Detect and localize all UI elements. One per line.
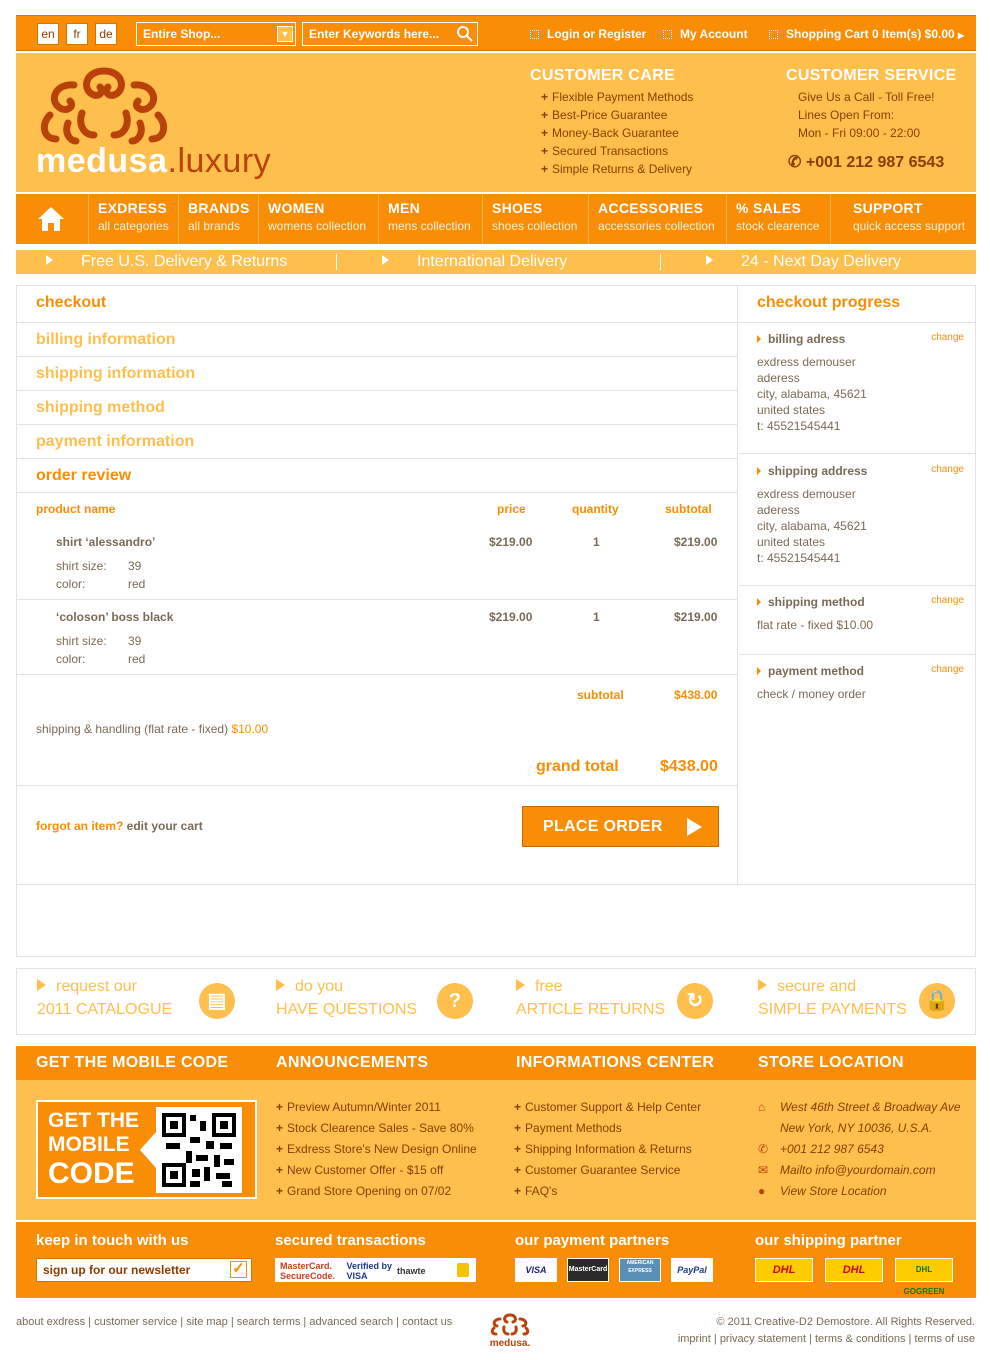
list-item[interactable]: + Stock Clearence Sales - Save 80% xyxy=(276,1121,474,1135)
divider xyxy=(16,424,737,425)
play-icon xyxy=(706,255,713,265)
dhl-logo: DHL xyxy=(755,1258,813,1282)
list-item[interactable]: + Preview Autumn/Winter 2011 xyxy=(276,1100,441,1114)
question-icon: ? xyxy=(437,983,473,1019)
billing-address: exdress demouser aderess city, alabama, 45621 united states t: 45521545441 xyxy=(757,355,867,433)
mobile-code-text: GET THE MOBILE CODE xyxy=(48,1109,140,1190)
footer-link-terms-conditions[interactable]: terms & conditions xyxy=(815,1333,906,1345)
care-item: + Simple Returns & Delivery xyxy=(541,162,693,176)
amex-card: AMERICAN EXPRESS xyxy=(619,1258,661,1282)
home-icon xyxy=(36,205,66,233)
account-icon xyxy=(663,30,672,39)
footer-link-customer-service[interactable]: customer service xyxy=(94,1316,178,1328)
option-label: color: xyxy=(56,652,86,666)
forgot-item xyxy=(36,819,203,833)
option-label: shirt size: xyxy=(56,559,107,573)
list-item[interactable]: + Payment Methods xyxy=(514,1121,622,1135)
lock-icon: 🔒 xyxy=(919,983,955,1019)
chevron-right-icon: ▶ xyxy=(958,31,965,40)
shipping-handling-value: $10.00 xyxy=(231,722,269,736)
step-shipping-information[interactable]: shipping information xyxy=(36,365,196,382)
divider xyxy=(16,390,737,391)
footer-links: about exdress | customer service | site map | search terms | advanced search | contact us xyxy=(16,1316,453,1328)
nav-support[interactable]: SUPPORT quick access support xyxy=(830,194,976,244)
product-quantity: 1 xyxy=(593,610,600,624)
service-phone-number: +001 212 987 6543 xyxy=(805,154,945,171)
footer-link-terms-of-use[interactable]: terms of use xyxy=(914,1333,975,1345)
my-account-link[interactable] xyxy=(663,27,748,41)
customer-care-title: CUSTOMER CARE xyxy=(530,67,675,84)
divider xyxy=(16,458,737,459)
shopping-cart-link[interactable] xyxy=(769,27,964,41)
visa-card: VISA xyxy=(515,1258,557,1282)
footer-announcements-title: ANNOUNCEMENTS xyxy=(276,1054,429,1071)
list-item[interactable]: + FAQ's xyxy=(514,1184,558,1198)
newsletter-label: sign up for our newsletter xyxy=(43,1263,191,1277)
nav-shoes[interactable]: SHOES shoes collection xyxy=(482,194,588,244)
strip-item-international[interactable]: International Delivery xyxy=(382,253,567,271)
strip-divider xyxy=(336,254,337,270)
shop-scope-label: Entire Shop... xyxy=(143,27,221,41)
payment-method-value: check / money order xyxy=(757,687,866,701)
dhl-gogreen-logo: DHL GOGREEN xyxy=(895,1258,953,1282)
mobile-code-banner[interactable] xyxy=(36,1100,257,1199)
thawte-badge: thawte xyxy=(397,1266,426,1276)
checkout-progress xyxy=(739,285,976,885)
option-value: 39 xyxy=(128,634,142,648)
shipping-address: exdress demouser aderess city, alabama, 45621 united states t: 45521545441 xyxy=(757,487,867,565)
progress-method-title: shipping method xyxy=(757,595,967,609)
divider xyxy=(16,492,737,493)
service-line: Mon - Fri 09:00 - 22:00 xyxy=(798,126,921,140)
option-value: 39 xyxy=(128,559,142,573)
footer-link-contact[interactable]: contact us xyxy=(402,1316,453,1328)
delivery-strip xyxy=(16,250,976,274)
progress-shipping xyxy=(757,464,967,566)
security-badges xyxy=(275,1258,476,1282)
shipping-handling: shipping & handling (flat rate - fixed) $10.00 xyxy=(36,722,269,736)
service-line: Lines Open From: xyxy=(798,108,895,122)
play-icon xyxy=(758,979,767,991)
play-icon xyxy=(37,979,46,991)
change-billing-link[interactable]: change xyxy=(931,332,964,343)
play-icon xyxy=(276,979,285,991)
login-icon xyxy=(530,30,539,39)
search-input[interactable] xyxy=(302,22,478,46)
nav-women[interactable]: WOMEN womens collection xyxy=(258,194,378,244)
progress-billing xyxy=(757,332,967,434)
language-fr-button[interactable]: fr xyxy=(66,23,88,45)
language-en-button[interactable]: en xyxy=(37,23,59,45)
progress-payment-title: payment method xyxy=(757,664,967,678)
language-de-button[interactable]: de xyxy=(95,23,117,45)
phone-icon: ✆ xyxy=(788,154,802,171)
option-label: shirt size: xyxy=(56,634,107,648)
nav-accessories[interactable]: ACCESSORIES accessories collection xyxy=(588,194,726,244)
feature-questions[interactable]: do you HAVE QUESTIONS xyxy=(276,978,418,1018)
product-price: $219.00 xyxy=(489,535,533,549)
forgot-item-label: forgot an item? xyxy=(36,819,124,833)
product-name[interactable]: ‘coloson’ boss black xyxy=(56,610,174,624)
arrow-left-icon xyxy=(140,1132,156,1168)
nav-sales[interactable]: % SALES stock clearence xyxy=(726,194,830,244)
divider xyxy=(16,322,737,323)
product-subtotal: $219.00 xyxy=(674,535,718,549)
divider xyxy=(16,785,737,786)
service-phone[interactable] xyxy=(786,152,956,172)
qr-code-icon xyxy=(156,1107,242,1193)
account-label: My Account xyxy=(680,27,748,41)
shipping-method-value: flat rate - fixed $10.00 xyxy=(757,618,874,632)
care-item: + Secured Transactions xyxy=(541,144,669,158)
change-method-link[interactable]: change xyxy=(931,595,964,606)
customer-service-title: CUSTOMER SERVICE xyxy=(786,67,957,84)
care-item: + Best-Price Guarantee xyxy=(541,108,668,122)
list-item[interactable]: + Customer Support & Help Center xyxy=(514,1100,702,1114)
play-icon xyxy=(46,255,53,265)
col-product-name: product name xyxy=(36,502,116,516)
catalogue-icon: ▤ xyxy=(199,983,235,1019)
footer-link-search-terms[interactable]: search terms xyxy=(236,1316,301,1328)
option-value: red xyxy=(128,652,146,666)
globe-icon: ● xyxy=(758,1184,766,1198)
paypal-card: PayPal xyxy=(671,1258,713,1282)
top-bar xyxy=(16,15,976,51)
edit-cart-link[interactable]: edit your cart xyxy=(126,819,203,833)
store-address-line2: New York, NY 10036, U.S.A. xyxy=(780,1121,933,1135)
store-email[interactable]: ✉ Mailto info@yourdomain.com xyxy=(758,1160,961,1181)
site-header xyxy=(16,53,976,192)
grand-total-value: $438.00 xyxy=(660,758,718,775)
home-icon: ⌂ xyxy=(758,1100,766,1114)
footer-logo-text: medusa. xyxy=(489,1338,531,1349)
product-name[interactable]: shirt ‘alessandro’ xyxy=(56,535,156,549)
feature-catalogue[interactable]: request our 2011 CATALOGUE xyxy=(37,978,173,1018)
progress-billing-title: billing adress xyxy=(757,332,967,346)
step-order-review[interactable]: order review xyxy=(36,467,132,484)
info-list xyxy=(514,1097,701,1202)
place-order-label: PLACE ORDER xyxy=(543,818,663,835)
checkbox-icon: ✓ xyxy=(230,1261,247,1278)
progress-title: checkout progress xyxy=(757,294,901,311)
place-order-button[interactable] xyxy=(522,806,719,847)
footer-link-about[interactable]: about exdress xyxy=(16,1316,86,1328)
grand-total-label: grand total xyxy=(536,758,619,775)
progress-shipping-title: shipping address xyxy=(757,464,967,478)
shipping-partner-title: our shipping partner xyxy=(755,1232,902,1249)
strip-item-next-day[interactable]: 24 - Next Day Delivery xyxy=(706,253,901,271)
store-phone[interactable]: ✆ +001 212 987 6543 xyxy=(758,1139,961,1160)
play-icon xyxy=(516,979,525,991)
checkout-title: checkout xyxy=(36,294,107,311)
brand-logotype[interactable] xyxy=(36,141,271,181)
nav-exdress[interactable]: EXDRESS all categories xyxy=(88,194,178,244)
customer-care xyxy=(530,67,693,178)
subtotal-label: subtotal xyxy=(577,688,624,702)
step-shipping-method[interactable]: shipping method xyxy=(36,399,165,416)
store-address: ⌂ West 46th Street & Broadway Ave xyxy=(758,1097,961,1118)
store-location xyxy=(758,1097,961,1202)
brand-name-part1: medusa xyxy=(36,142,168,180)
caret-right-icon xyxy=(757,598,761,606)
chevron-down-icon: ▼ xyxy=(277,26,293,42)
checkout-main xyxy=(16,285,738,885)
dhl-express-logo: DHL xyxy=(825,1258,883,1282)
copyright: © 2011 Creative-D2 Demostore. All Rights Reserved. xyxy=(716,1316,975,1328)
divider xyxy=(16,599,737,600)
step-payment-information[interactable]: payment information xyxy=(36,433,195,450)
brand-name-part2: .luxury xyxy=(167,142,272,180)
strip-item-free-delivery[interactable]: Free U.S. Delivery & Returns xyxy=(46,253,287,271)
feature-payments[interactable]: secure and SIMPLE PAYMENTS xyxy=(758,978,907,1018)
option-value: red xyxy=(128,577,146,591)
mail-icon: ✉ xyxy=(758,1163,769,1177)
refresh-icon: ↻ xyxy=(677,983,713,1019)
product-price: $219.00 xyxy=(489,610,533,624)
divider xyxy=(739,585,976,586)
login-link[interactable] xyxy=(530,27,646,41)
list-item[interactable]: + Shipping Information & Returns xyxy=(514,1142,692,1156)
mastercard-securecode-badge: MasterCard. SecureCode. xyxy=(280,1261,336,1281)
list-item[interactable]: + Grand Store Opening on 07/02 xyxy=(276,1184,452,1198)
col-price: price xyxy=(497,502,526,516)
caret-right-icon xyxy=(757,335,761,343)
store-map-link[interactable]: ● View Store Location xyxy=(758,1181,961,1202)
footer-link-imprint[interactable]: imprint xyxy=(677,1333,711,1345)
col-subtotal: subtotal xyxy=(665,502,712,516)
secured-title: secured transactions xyxy=(275,1232,426,1249)
customer-service xyxy=(786,67,956,172)
product-quantity: 1 xyxy=(593,535,600,549)
change-shipping-link[interactable]: change xyxy=(931,464,964,475)
verified-by-visa-badge: Verified by VISA xyxy=(346,1261,393,1281)
footer-link-site-map[interactable]: site map xyxy=(186,1316,228,1328)
search-placeholder: Enter Keywords here... xyxy=(309,27,440,41)
divider xyxy=(739,654,976,655)
login-label: Login or Register xyxy=(547,27,647,41)
step-billing-information[interactable]: billing information xyxy=(36,331,176,348)
mastercard-card: MasterCard xyxy=(567,1258,609,1282)
footer-info-title: INFORMATIONS CENTER xyxy=(516,1054,715,1071)
footer-store-title: STORE LOCATION xyxy=(758,1054,904,1071)
announcements-list xyxy=(276,1097,477,1202)
divider xyxy=(739,453,976,454)
care-item: + Money-Back Guarantee xyxy=(541,126,679,140)
caret-right-icon xyxy=(757,667,761,675)
feature-returns[interactable]: free ARTICLE RETURNS xyxy=(516,978,666,1018)
list-item[interactable]: + Exdress Store's New Design Online xyxy=(276,1142,477,1156)
change-payment-link[interactable]: change xyxy=(931,664,964,675)
care-item: + Flexible Payment Methods xyxy=(541,90,694,104)
cart-icon xyxy=(769,30,778,39)
footer-mobile-title: GET THE MOBILE CODE xyxy=(36,1054,229,1071)
footer-legal: © 2011 Creative-D2 Demostore. All Rights Reserved. imprint | privacy statement | terms & conditions | terms of use xyxy=(677,1316,975,1345)
divider xyxy=(16,356,737,357)
subtotal-value: $438.00 xyxy=(674,688,718,702)
service-line: Give Us a Call - Toll Free! xyxy=(798,90,935,104)
footer-link-privacy[interactable]: privacy statement xyxy=(719,1333,807,1345)
shop-scope-select[interactable] xyxy=(136,22,296,46)
col-quantity: quantity xyxy=(572,502,619,516)
home-button[interactable] xyxy=(16,194,88,244)
list-item[interactable]: + Customer Guarantee Service xyxy=(514,1163,681,1177)
list-item[interactable]: + New Customer Offer - $15 off xyxy=(276,1163,444,1177)
keep-in-touch-title: keep in touch with us xyxy=(36,1232,189,1249)
nav-brands[interactable]: BRANDS all brands xyxy=(178,194,258,244)
main-nav xyxy=(16,194,976,244)
newsletter-signup-input[interactable] xyxy=(36,1258,252,1282)
play-icon xyxy=(687,818,702,836)
option-label: color: xyxy=(56,577,86,591)
phone-icon: ✆ xyxy=(758,1142,769,1156)
divider xyxy=(739,322,976,323)
nav-men[interactable]: MEN mens collection xyxy=(378,194,482,244)
strip-divider xyxy=(660,254,661,270)
footer-link-advanced-search[interactable]: advanced search xyxy=(309,1316,394,1328)
play-icon xyxy=(382,255,389,265)
caret-right-icon xyxy=(757,467,761,475)
divider xyxy=(16,674,737,675)
search-icon[interactable] xyxy=(457,26,473,42)
lock-icon xyxy=(457,1263,469,1277)
product-subtotal: $219.00 xyxy=(674,610,718,624)
footer-logo[interactable] xyxy=(486,1312,534,1352)
payment-partners-title: our payment partners xyxy=(515,1232,670,1249)
cart-label: Shopping Cart 0 Item(s) $0.00 xyxy=(786,27,955,41)
medusa-small-logo-icon xyxy=(488,1312,532,1336)
